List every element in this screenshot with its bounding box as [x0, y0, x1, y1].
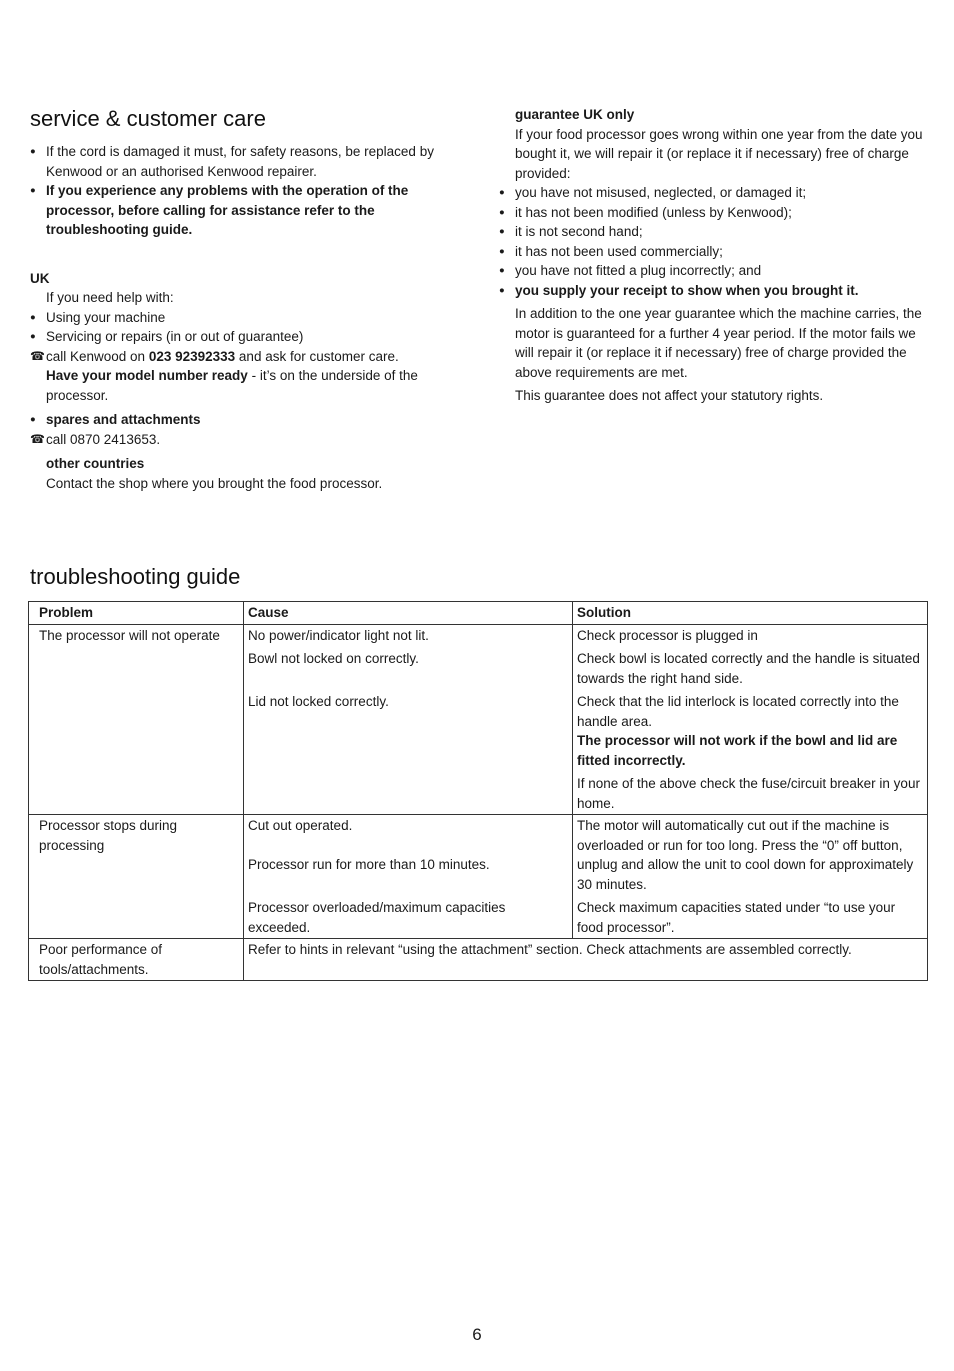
- guarantee-section: [499, 105, 929, 406]
- solution-item: The motor will automatically cut out if the machine is overloaded or run for too long. Press the “0” off button, unplug and allow the unit to cool down for approximately 30 minutes.: [577, 818, 914, 892]
- cause-item: No power/indicator light not lit.: [248, 627, 429, 643]
- guarantee-receipt: ● you supply your receipt to show when you brought it.: [499, 281, 929, 301]
- model-number-note: [30, 366, 455, 405]
- guarantee-condition: ● it has not been used commercially;: [499, 242, 929, 262]
- guarantee-condition: ● it is not second hand;: [499, 222, 929, 242]
- solution-item: Check maximum capacities stated under “to use your food processor”.: [577, 900, 896, 935]
- phone-icon: ☎: [30, 348, 45, 363]
- uk-heading: UK: [30, 270, 50, 286]
- uk-item-servicing: ● Servicing or repairs (in or out of guarantee): [30, 327, 455, 347]
- solution-item: Check bowl is located correctly and the handle is situated towards the right hand side.: [577, 651, 920, 686]
- call-number: 023 92392333: [148, 348, 236, 364]
- phone-icon: ☎: [30, 431, 45, 446]
- remedy-cell: Refer to hints in relevant “using the attachment” section. Check attachments are assembled correctly.: [244, 939, 928, 981]
- cause-item: Cut out operated.: [248, 818, 353, 833]
- spares-call-line: [30, 430, 455, 450]
- spares-heading: ● spares and attachments: [30, 410, 455, 430]
- solution-item: Check that the lid interlock is located correctly into the handle area.: [577, 694, 899, 729]
- guarantee-condition: ● you have not fitted a plug incorrectly; and: [499, 261, 929, 281]
- page-number: 6: [472, 1325, 482, 1344]
- table-header-row: [29, 602, 928, 625]
- service-section: [30, 104, 455, 493]
- cause-cell: [244, 624, 573, 815]
- problem-cell: Poor performance of tools/attachments.: [29, 939, 244, 981]
- cord-bullet: ● If the cord is damaged it must, for safety reasons, be replaced by Kenwood or an authorised Kenwood repairer.: [30, 142, 455, 181]
- table-row: [29, 939, 928, 981]
- solution-warning: The processor will not work if the bowl and lid are fitted incorrectly.: [577, 733, 898, 768]
- guarantee-condition: ● it has not been modified (unless by Kenwood);: [499, 203, 929, 223]
- header-problem: Problem: [29, 602, 244, 625]
- call-suffix: and ask for customer care.: [235, 348, 399, 364]
- cause-item: Processor run for more than 10 minutes.: [248, 857, 490, 872]
- solution-cell: [573, 624, 928, 815]
- table-row: [29, 624, 928, 815]
- call-prefix: call Kenwood on: [46, 348, 149, 364]
- uk-help-text: If you need help with:: [46, 290, 174, 305]
- guarantee-statutory: This guarantee does not affect your statutory rights.: [515, 388, 824, 403]
- guarantee-heading: guarantee UK only: [515, 107, 635, 122]
- other-countries-heading: other countries: [46, 456, 145, 471]
- cause-cell: [244, 815, 573, 939]
- guarantee-extra: In addition to the one year guarantee which the machine carries, the motor is guaranteed for a further 4 year period. If the motor fails we will repair it (or replace it if necessary) free of charge provided the above requirements are met.: [515, 306, 922, 380]
- model-number-rest: - it’s on the underside of the processor.: [46, 368, 418, 403]
- problems-bullet: ● If you experience any problems with the operation of the processor, before calling for assistance refer to the troubleshooting guide.: [30, 181, 455, 240]
- solution-item: Check processor is plugged in: [577, 627, 758, 643]
- troubleshooting-title: troubleshooting guide: [30, 564, 241, 589]
- problem-cell: The processor will not operate: [29, 624, 244, 815]
- guarantee-condition: ● you have not misused, neglected, or damaged it;: [499, 183, 929, 203]
- solution-cell: [573, 815, 928, 939]
- problem-cell: Processor stops during processing: [29, 815, 244, 939]
- table-row: [29, 815, 928, 939]
- call-kenwood-line: [30, 347, 455, 367]
- uk-item-using: ● Using your machine: [30, 308, 455, 328]
- cause-item: Processor overloaded/maximum capacities exceeded.: [248, 900, 506, 935]
- other-countries-text: Contact the shop where you brought the food processor.: [46, 475, 383, 491]
- troubleshooting-table: [28, 601, 927, 981]
- guarantee-intro: If your food processor goes wrong within one year from the date you bought it, we will repair it (or replace it if necessary) free of charge provided:: [515, 126, 923, 181]
- cause-item: Bowl not locked on correctly.: [248, 651, 419, 666]
- cause-item: Lid not locked correctly.: [248, 694, 389, 709]
- header-cause: Cause: [244, 602, 573, 625]
- model-number-bold: Have your model number ready: [46, 368, 248, 383]
- solution-item: If none of the above check the fuse/circuit breaker in your home.: [577, 776, 920, 811]
- service-title: service & customer care: [30, 106, 266, 131]
- header-solution: Solution: [573, 602, 928, 625]
- spares-call-text: call 0870 2413653.: [46, 431, 161, 447]
